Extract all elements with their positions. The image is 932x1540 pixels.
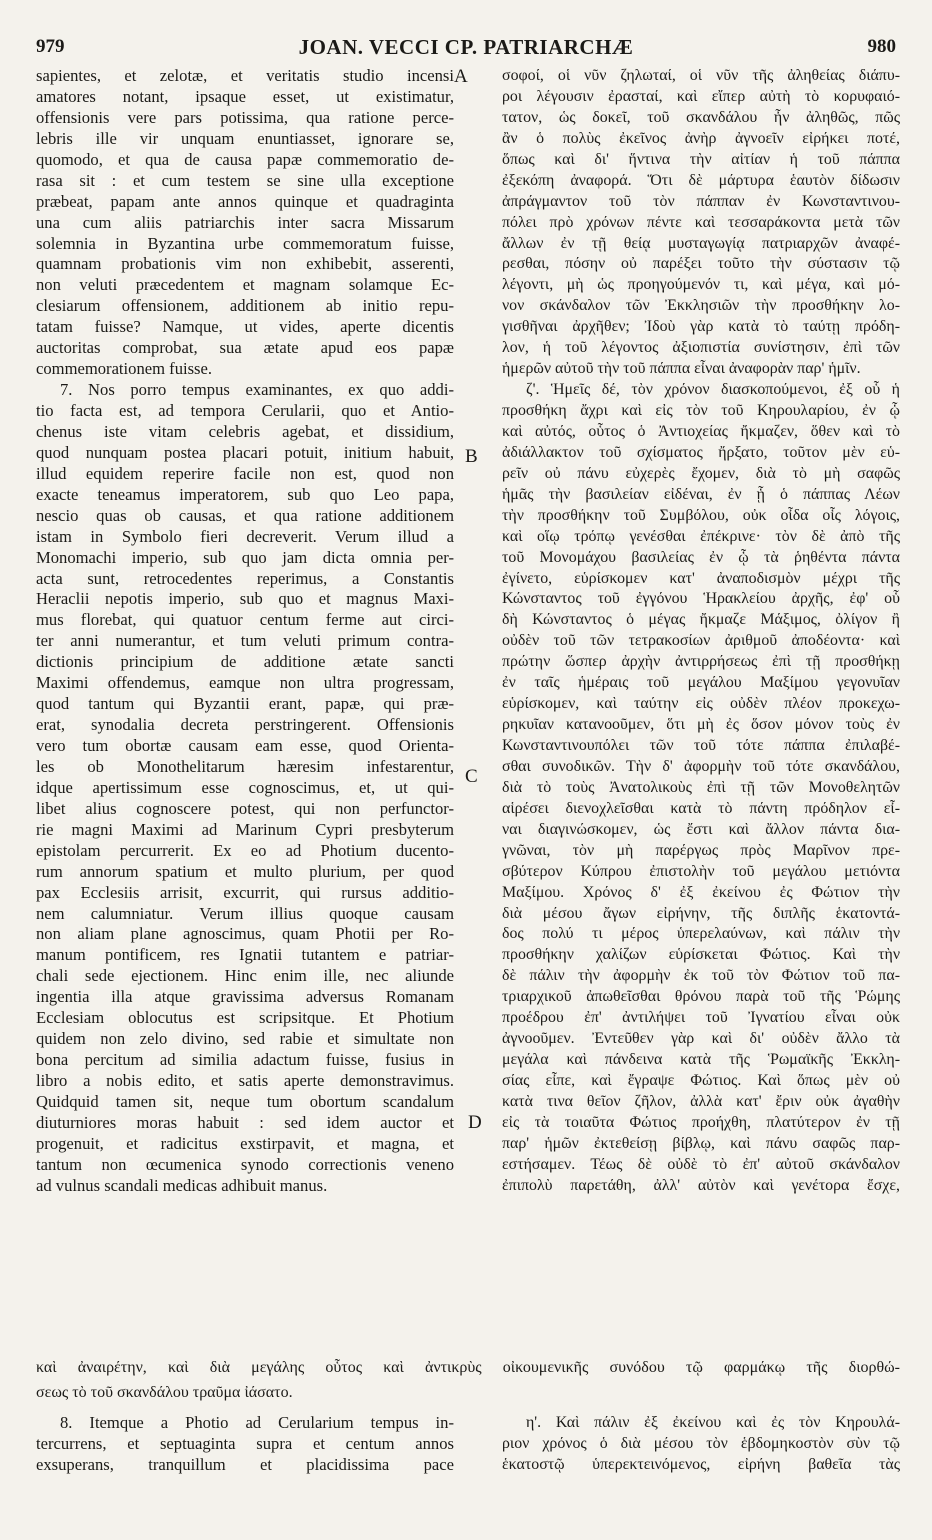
full-width-line-2: σεως τὸ τοῦ σκανδάλου τραῦμα ἰάσατο. [36,1384,293,1401]
latin-column [36,66,454,1197]
greek-line: σοφοί, οἱ νῦν ζηλωταί, οἱ νῦν τῆς ἀληθείας διάπυ- [502,67,900,84]
greek-line: ἂν ὁ πολὺς ἐκεῖνος ἀνὴρ ἀγνοεῖν εἰρήκει ποτέ, [502,129,900,147]
latin-line: progenuit, et radicitus exstirpavit, et magna, et [36,1133,454,1153]
latin-line: commemorationem fuisse. [36,359,213,379]
latin-line: ingentia illa atque gravissima adversus Romanam [36,987,454,1007]
latin-bottom-line: 8. Itemque a Photio ad Cerularium tempus in- [60,1413,454,1432]
latin-line: tio facta est, ad tempora Cerularii, quo et Antio- [36,401,454,420]
greek-line: σθαι συνοδικῶν. Τὴν δ' ἀφορμὴν τοῦ τότε σκανδάλου, [502,757,900,775]
greek-line: ἀγνοοῦμεν. Ἐντεῦθεν γὰρ καὶ δι' οὐδὲν ἄλλο τὰ [502,1030,900,1048]
greek-line: μεγάλα καὶ πάνδεινα κατὰ τῆς Ῥωμαϊκῆς Ἐκκλη- [502,1051,900,1069]
greek-line: εὑρίσκομεν, καὶ ταύτην εἰς οὐδὲν πλέον προκεχω- [502,695,900,713]
greek-line: διὰ μέσου ἄγων εἰρήνην, τῆς διπλῆς ἑκατοντά- [502,904,900,922]
greek-line: σβύτερον Κύπρου ἐπιστολὴν τοῦ μεγάλου μετιόντα [502,862,900,880]
greek-line: ἄλλων ἐν τῇ θείᾳ μυσταγωγίᾳ πατριαρχῶν ἀναφέ- [502,234,900,252]
greek-line: προσθήκην χαλίζων εὑρίσκεται Φώτιος. Καὶ τὴν [502,946,900,964]
latin-line: tatam fuisse? Namque, ut vides, aperte dicentis [36,317,454,337]
greek-line: τὴν προσθήκην τοῦ Συμβόλου, οὐκ οἶδα οἷς λόγοις, [502,506,900,524]
greek-line: παρ' ἡμῶν ἐκτεθείσῃ βίβλῳ, καὶ πάνυ σαφῶς παρ- [502,1134,900,1152]
greek-line: Μαξίμου. Χρόνος δ' ἐξ ἐκείνου ἐς Φώτιον τὴν [502,883,900,901]
greek-line: κατὰ τινα θεῖον ζῆλον, ἀλλὰ κατ' ἔριν οὐκ ἀγαθὴν [502,1092,900,1110]
latin-line: rie magni Maximi ad Marinum Cypri presbyterum [36,819,454,839]
greek-line: διὰ τὸ τοὺς Ἀνατολικοὺς ἐπὶ τῇ τῶν Μονοθελητῶν [502,778,900,796]
greek-line: καὶ οἵῳ τρόπῳ γενέσθαι ἐπέκρινε· τὸν δὲ ἀπὸ τῆς [502,527,900,545]
latin-line: erat, synodalia decreta perstringerent. Offensionis [36,715,454,735]
latin-line: quomodo, et qua de causa papæ commemoratio de- [36,149,454,169]
latin-line: quamnam probationis vim non exhibebit, asserenti, [36,254,454,274]
latin-line: epistolam percurrerit. Ex eo ad Photium ducento- [36,840,454,860]
latin-line: quidem non zelo divino, sed rabie et simultate non [36,1029,454,1049]
greek-line: ἀδιάλλακτον τοῦ σχίσματος ἤρξατο, τοῦτον μὲν εὑ- [502,443,900,461]
latin-line: offensionis vere pars potissima, qua ratione perce- [36,107,454,127]
greek-line: ἐξεκόπη ἀναφορά. Ὅτι δὲ μάρτυρα ἑαυτὸν δίδωσιν [502,171,900,189]
latin-line: una cum aliis patriarchis inter sacra Missarum [36,212,454,232]
left-page-number: 979 [36,36,65,57]
greek-line: εἰς τὰ τοιαῦτα Φώτιος προήχθη, πλατύτερον ἐν τῇ [502,1113,900,1131]
latin-line: Maximi offendemus, eamque non ultra progressam, [36,673,454,693]
latin-line: Ecclesiam oblocutus est scripsitque. Et Photium [36,1008,454,1028]
latin-line: pax Ecclesiis arrisit, excurrit, qui rursus additio- [36,882,454,902]
greek-line: δὴ Κώνσταντος ὁ μέγας ἤκμαζε Μάξιμος, ὀλίγον ἢ [502,611,900,629]
latin-line: vero tum obortæ causam eam esse, quod Orienta- [36,736,454,755]
greek-line: οὐδὲν τοῦ τῶν τετρακοσίων ἀριθμοῦ ἀποδέοντα· καὶ [502,632,900,650]
greek-line: σίας εἶπε, καὶ ἔγραψε Φώτιος. Καὶ ὅπως μὲν οὐ [502,1072,900,1089]
latin-line: rasa sit : et cum testem se sine ulla exceptione [36,170,454,190]
greek-column [502,66,900,1197]
greek-line: ἐν ταῖς ἡμέραις τοῦ μεγάλου Μαξίμου γεγονυῖαν [502,674,900,692]
latin-line: rum annorum spatium et multo plurium, per quod [36,861,454,881]
latin-line: acta sunt, retrocedentes reperimus, a Constantis [36,568,454,588]
greek-line: προέδρου ἐπ' ἀντιλήψει τοῦ Ἰγνατίου εἶναι οὐκ [502,1009,900,1027]
greek-line: προσθήκη ἄχρι καὶ εἰς τὸν τοῦ Κηρουλαρίου, ἐν ᾧ [502,402,900,419]
latin-line: Quidquid tamen sit, neque tum obortum scandalum [36,1091,454,1111]
full-width-line-1: καὶ ἀναιρέτην, καὶ διὰ μεγάλης οὗτος καὶ ἀντικρὺς οἰκουμενικῆς συνόδου τῷ φαρμάκῳ τῆς διορθώ- [36,1359,900,1376]
latin-line: diuturniores moras habuit : sed idem auctor et [36,1112,454,1132]
greek-line: Κωνσταντινουπόλει τῶν τοῦ τότε πάππα ἐπιλαβέ- [502,737,900,754]
latin-line: chenus iste vitam celebris agebat, et dissidium, [36,421,454,441]
greek-line: ρηκυῖαν κατανοοῦμεν, ὅτι μὴ ἐς ὅσον μόνον τοὺς ἐν [502,716,900,734]
bottom-greek-paragraph [502,1412,900,1476]
greek-bottom-line: η'. Καὶ πάλιν ἐξ ἐκείνου καὶ ἐς τὸν Κηρουλά- [526,1414,900,1431]
greek-line: ζ'. Ἡμεῖς δέ, τὸν χρόνον διασκοπούμενοι, ἐξ οὗ ἡ [526,381,900,399]
greek-line: ροι λέγουσιν ἐρασταί, καὶ εἴπερ αὐτὴ τὸ κορυφαιό- [502,87,900,105]
bottom-latin-paragraph [36,1412,454,1476]
greek-line: ἡμερῶν αὐτοῦ τὴν τοῦ πάππα εἶναι ἀναφορὰν παρ' ἡμῖν. [502,360,861,378]
latin-line: quod tantum qui Byzantii erant, papæ, qui præ- [36,694,454,714]
latin-line: exacte teneamus imperatorem, sub quo Leo papa, [36,484,454,504]
greek-line: λον, ἡ τοῦ λέγοντος ἀξιοπιστία συνίστησιν, ἐπὶ τῶν [502,339,900,357]
greek-line: καὶ αὐτός, οὗτος ὁ Ἀντιοχείας ἤκμαζεν, ὅθεν καὶ τὸ [502,422,900,440]
latin-line: auctoritas comprobat, sua ætate apud eos papæ [36,338,454,358]
greek-line: αἱρέσει διενοχλεῖσθαι κατὰ τὸ πάντη πρόδηλον εἶ- [502,799,900,817]
latin-line: les ob Monothelitarum hæresim infestarentur, [36,756,454,776]
latin-line: dictionis principium de additione ætate sancti [36,652,454,672]
latin-line: ad vulnus scandali medicas adhibuit manus. [36,1175,328,1195]
margin-marker-d: D [468,1112,482,1133]
latin-line: 7. Nos porro tempus examinantes, ex quo addi- [60,380,454,400]
latin-line: amatores notant, ipsaque esset, ut existimatur, [36,86,454,106]
latin-line: libro a nobis edito, et satis aperte demonstravimus. [36,1071,454,1090]
latin-line: chali sede ejectionem. Hinc enim ille, nec aliunde [36,966,454,986]
greek-line: τοῦ Μονομάχου βασιλείας ἐν ᾧ τὰ ῥηθέντα πάντα [502,548,900,566]
greek-line: νον σκάνδαλον τῶν Ἐκκλησιῶν τὴν προσθήκην λο- [502,297,900,315]
greek-line: τατον, ὡς δοκεῖ, τοῦ σκανδάλου ἦν ἀληθῶς, πῶς [502,108,900,126]
latin-line: non veluti præcedentem et magnam solamque Ec- [36,275,454,295]
greek-bottom-line: ἑκατοστῷ ὑπερεκτεινόμενος, εἰρήνη βαθεῖα τὰς [502,1456,900,1474]
latin-line: ter anni numerantur, et tum veluti primum contra- [36,631,454,651]
running-header [36,32,896,62]
greek-line: ναι διαγινώσκομεν, ὡς ἔστι καὶ ἄλλον πάντα δια- [502,820,900,838]
greek-line: ἐπιπολὺ παρετάθη, ἀλλ' αὐτὸν καὶ γενέτορα ἔσχε, [502,1176,900,1194]
greek-line: γισθῆναι ἀρχῆθεν; Ἰδοὺ γὰρ κατὰ τὸ ταύτῃ πρόδη- [502,318,900,336]
margin-marker-a: A [454,66,468,87]
latin-line: tantum non œcumenica synodo correctionis veneno [36,1154,454,1174]
latin-line: Monomachi imperio, sub quo jam dicta omnia per- [36,547,454,567]
greek-line: λέγοντι, μὴ ὡς προηγούμενόν τι, καὶ μέγα, καὶ μό- [502,276,900,294]
latin-bottom-line: exsuperans, tranquillum et placidissima pace [36,1455,454,1475]
latin-line: istam in Symbolo fieri decreverit. Verum illud a [36,526,454,546]
latin-line: nem calumniatur. Verum illius quoque causam [36,903,454,923]
greek-line: εστήσαμεν. Τέως δὲ οὐδὲ τὸ ἐπ' αὐτοῦ σκάνδαλον [502,1155,900,1173]
running-title: JOAN. VECCI CP. PATRIARCHÆ [298,34,634,59]
latin-line: non aliam plane agnoscimus, quam Photii per Ro- [36,924,454,944]
latin-line: libet alius cognoscere potest, qui non perfunctor- [36,798,454,818]
greek-line: ρεῖν οὐ πάνυ εὐχερὲς ἔχομεν, διὰ τὸ μὴ σαφῶς [502,464,900,482]
greek-line: Κώνσταντος τοῦ ἐγγόνου Ἡρακλείου ἀρχῆς, ἐφ' οὗ [502,590,900,608]
latin-line: mus florebat, qui quatuor centum ferme aut circi- [36,610,454,630]
margin-marker-c: C [465,766,478,787]
latin-line: solemnia in Byzantina urbe commemoratum fuisse, [36,233,454,253]
latin-bottom-line: tercurrens, et septuaginta supra et centum annos [36,1434,454,1454]
greek-line: δὲ πάλιν τὴν ἀφορμὴν ἐκ τοῦ τὸν Φώτιον τοῦ πα- [502,967,900,985]
margin-marker-b: B [465,446,478,467]
latin-line: præbeat, papam ante annos quinque et quadraginta [36,191,454,211]
latin-line: lebris ille vir unquam enuntiasset, ignorare se, [36,128,454,148]
latin-line: manum pontificem, res Ignatii tutantem e patriar- [36,945,454,965]
greek-line: δος πολύ τι μέρος ὑπερελαύνων, καὶ πάλιν τὴν [502,925,900,943]
greek-line: ὅπως καὶ δι' ἥντινα τὴν αἰτίαν ἡ τοῦ πάππα [502,150,900,168]
latin-line: Heraclii nepotis imperio, sub quo et magnus Maxi- [36,589,454,609]
latin-line: nescio quas ob causas, et qua ratione additionem [36,505,454,525]
latin-line: bona percitum ad similia adactum fuisse, fusius in [36,1050,454,1070]
latin-line: sapientes, et zelotæ, et veritatis studio incensi [36,66,454,85]
latin-line: illud equidem reperire facile non est, quod non [36,463,454,483]
greek-bottom-line: ριον χρόνος ὁ διὰ μέσου τὸν ἑβδομηκοστὸν σὺν τῷ [502,1435,900,1453]
greek-line: ἡμᾶς τὴν βασιλείαν εἰδέναι, ἐν ᾗ ὁ πάππας Λέων [502,485,900,503]
greek-line: ἀπράγμαντον τοῦ τὸν πάππαν ἐν Κωνσταντινου- [502,192,900,210]
greek-line: τριαρχικοῦ ἀπωθεῖσθαι θρόνου παρὰ τοῦ τῆς Ῥώμης [502,988,900,1006]
latin-line: idque apertissimum esse cognoscimus, et, ut qui- [36,777,454,797]
greek-line: πόλει πρὸ χρόνων πέντε καὶ τεσσαράκοντα μετὰ τῶν [502,213,900,231]
greek-line: ἐγίνετο, εὑρίσκομεν κατ' ἀναποδισμὸν μέχρι τῆς [502,569,900,587]
greek-line: πρώτην ὥσπερ ἀρχὴν ἀντιρρήσεως ἐπὶ τῇ προσθήκῃ [502,653,900,671]
greek-line: ρεσθαι, πόσην οὐ παρέξει τοῦτο τὴν σύστασιν τῷ [502,255,900,273]
latin-line: clesiarum offensionem, additionem ab initio repu- [36,296,454,316]
greek-line: γνῶναι, τὸν μὴ παρέργως πρὸς Μαρῖνον πρε- [502,841,900,859]
latin-line: quod nunquam postea placari potuit, initium habuit, [36,442,454,462]
right-page-number: 980 [867,36,896,57]
